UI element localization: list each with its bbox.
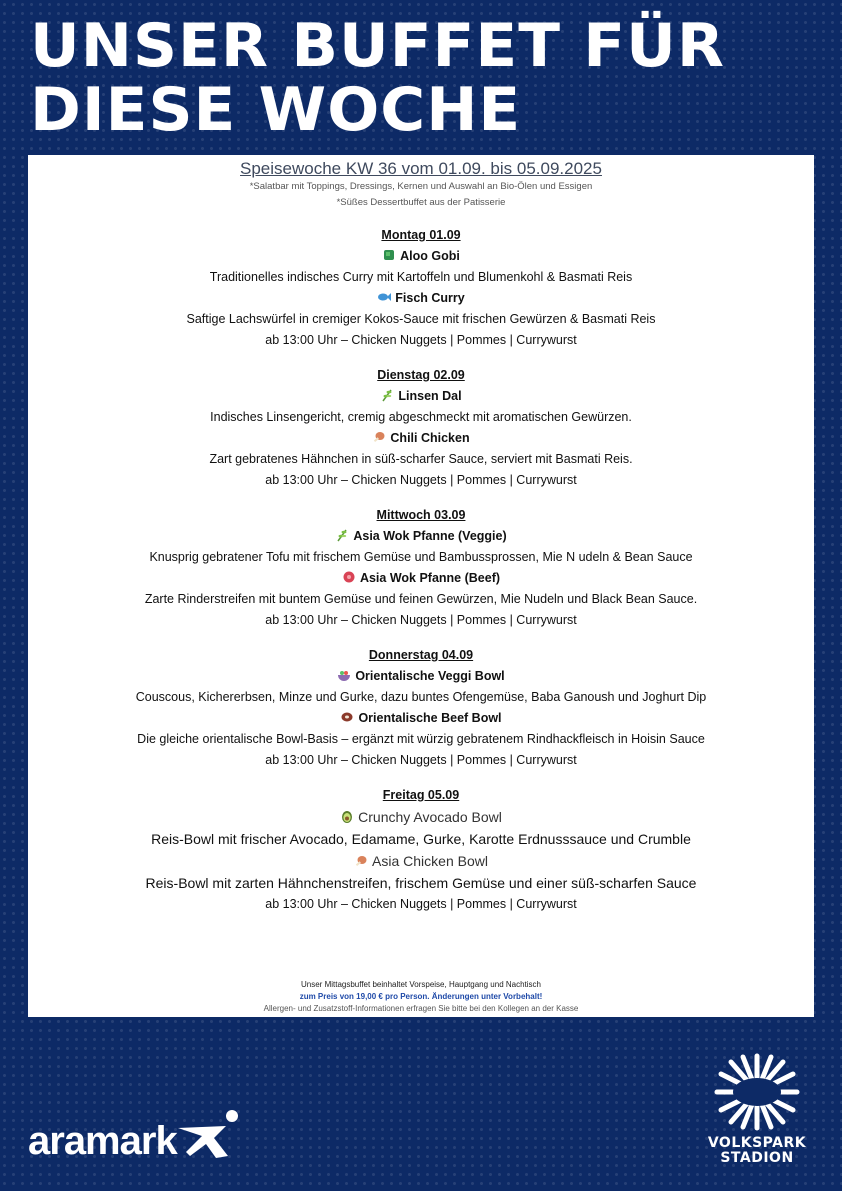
page-headline <box>30 11 726 145</box>
aramark-star-figure-icon <box>176 1108 246 1160</box>
steak-icon <box>340 710 354 724</box>
day-heading: Montag 01.09 <box>381 228 461 242</box>
dish-description: Zart gebratenes Hähnchen in süß-scharfer Sauce, serviert mit Basmati Reis. <box>209 452 633 466</box>
broccoli-icon <box>382 248 396 262</box>
dish-name-row <box>28 850 814 872</box>
dish-description: Die gleiche orientalische Bowl-Basis – ergänzt mit würzig gebratenem Rindhackfleisch in Hoisin Sauce <box>137 732 705 746</box>
fish-icon <box>377 290 391 304</box>
herb-icon <box>380 388 394 402</box>
dish-name: Orientalische Beef Bowl <box>358 711 502 725</box>
dish-name-row <box>28 246 814 267</box>
dish-name-row <box>28 708 814 729</box>
dish-description: Zarte Rinderstreifen mit buntem Gemüse und feinen Gewürzen, Mie Nudeln und Black Bean Sauce. <box>144 592 698 606</box>
afternoon-extras: ab 13:00 Uhr – Chicken Nuggets | Pommes | Currywurst <box>265 753 577 767</box>
dish-description: Couscous, Kichererbsen, Minze und Gurke, dazu buntes Ofengemüse, Baba Ganoush und Joghurt Dip <box>135 690 707 704</box>
dish-name: Fisch Curry <box>395 291 465 305</box>
aramark-logo <box>28 1108 246 1164</box>
dish-name: Aloo Gobi <box>400 249 460 263</box>
footer-buffet-info: Unser Mittagsbuffet beinhaltet Vorspeise, Hauptgang und Nachtisch <box>301 980 541 989</box>
dish-description: Saftige Lachswürfel in cremiger Kokos-Sauce mit frischen Gewürzen & Basmati Reis <box>186 312 656 326</box>
chicken-leg-icon <box>354 852 368 866</box>
day-section <box>28 785 814 915</box>
day-section <box>28 645 814 771</box>
dish-name-row <box>28 288 814 309</box>
meat-icon <box>342 570 356 584</box>
day-section <box>28 505 814 631</box>
day-heading: Dienstag 02.09 <box>377 368 465 382</box>
dish-name-row <box>28 386 814 407</box>
footer-price: zum Preis von 19,00 € pro Person. Änderungen unter Vorbehalt! <box>299 992 543 1001</box>
dish-name: Asia Wok Pfanne (Beef) <box>359 571 501 585</box>
dish-name: Linsen Dal <box>398 389 462 403</box>
dish-description: Traditionelles indisches Curry mit Kartoffeln und Blumenkohl & Basmati Reis <box>209 270 633 284</box>
dish-name-row <box>28 568 814 589</box>
dish-name: Asia Chicken Bowl <box>372 853 488 869</box>
volkspark-line: VOLKSPARK <box>707 1135 807 1151</box>
day-heading: Freitag 05.09 <box>382 788 460 802</box>
footer-allergen-info: Allergen- und Zusatzstoff-Informationen erfragen Sie bitte bei den Kollegen an der Kasse <box>263 1004 579 1013</box>
dish-name: Asia Wok Pfanne (Veggie) <box>353 529 507 543</box>
dish-name-row <box>28 806 814 828</box>
afternoon-extras: ab 13:00 Uhr – Chicken Nuggets | Pommes | Currywurst <box>265 473 577 487</box>
menu-footer <box>28 979 814 1015</box>
day-section <box>28 365 814 491</box>
day-section <box>28 225 814 351</box>
afternoon-extras: ab 13:00 Uhr – Chicken Nuggets | Pommes | Currywurst <box>265 897 577 911</box>
dessert-note: *Süßes Dessertbuffet aus der Patisserie <box>336 197 506 208</box>
dish-description: Indisches Linsengericht, cremig abgeschmeckt mit aromatischen Gewürzen. <box>210 410 632 424</box>
week-title: Speisewoche KW 36 vom 01.09. bis 05.09.2025 <box>240 159 602 178</box>
aramark-wordmark: aramark <box>28 1119 177 1163</box>
dish-description: Reis-Bowl mit frischer Avocado, Edamame, Gurke, Karotte Erdnusssauce und Crumble <box>151 831 691 847</box>
dish-name-row <box>28 526 814 547</box>
volkspark-stadion-logo <box>698 1052 816 1166</box>
stadion-line: STADION <box>720 1150 794 1166</box>
dish-name: Crunchy Avocado Bowl <box>358 809 502 825</box>
day-heading: Mittwoch 03.09 <box>376 508 466 522</box>
afternoon-extras: ab 13:00 Uhr – Chicken Nuggets | Pommes | Currywurst <box>265 613 577 627</box>
days-list <box>28 225 814 915</box>
dish-name-row <box>28 666 814 687</box>
stadium-emblem-icon <box>713 1052 801 1132</box>
headline-line-1: UNSER BUFFET FÜR <box>30 11 726 81</box>
headline-line-2: DIESE WOCHE <box>30 75 522 145</box>
day-heading: Donnerstag 04.09 <box>368 648 474 662</box>
chicken-leg-icon <box>372 430 386 444</box>
salad-bar-note: *Salatbar mit Toppings, Dressings, Kernen und Auswahl an Bio-Ölen und Essigen <box>249 181 593 192</box>
dish-name: Orientalische Veggi Bowl <box>355 669 505 683</box>
dish-description: Reis-Bowl mit zarten Hähnchenstreifen, frischem Gemüse und einer süß-scharfen Sauce <box>145 875 697 891</box>
dish-name-row <box>28 428 814 449</box>
salad-bowl-icon <box>337 668 351 682</box>
herb-icon <box>335 528 349 542</box>
avocado-icon <box>340 808 354 822</box>
afternoon-extras: ab 13:00 Uhr – Chicken Nuggets | Pommes | Currywurst <box>265 333 577 347</box>
menu-card <box>28 155 814 1017</box>
dish-name: Chili Chicken <box>390 431 470 445</box>
dish-description: Knusprig gebratener Tofu mit frischem Gemüse und Bambussprossen, Mie N udeln & Bean Sauce <box>149 550 693 564</box>
